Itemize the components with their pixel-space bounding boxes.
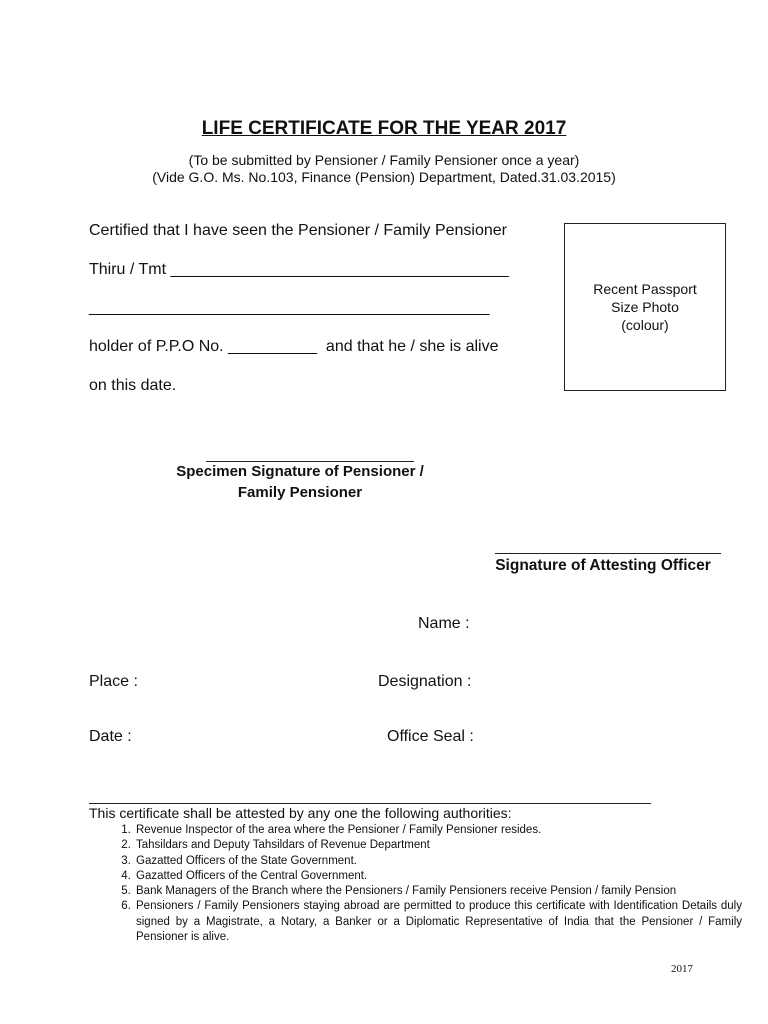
certificate-line-blank: _____________________________________________ (89, 299, 490, 316)
certificate-line-date: on this date. (89, 377, 177, 394)
list-item: 1. Revenue Inspector of the area where the Pensioner / Family Pensioner resides. (134, 823, 742, 838)
attesting-officer-label: Signature of Attesting Officer (495, 557, 711, 574)
photo-box-line-2: Size Photo (611, 299, 679, 315)
list-item: 6. Pensioners / Family Pensioners staying abroad are permitted to produce this certificate with Identification Details duly signed by a Magistrate, a Notary, a Banker or a Diplomatic Representative of India that the Pensioner / Family Pensioner is alive. (134, 899, 742, 945)
authorities-list (104, 823, 742, 945)
pensioner-signature-line (206, 461, 414, 462)
photo-box-line-3: (colour) (621, 317, 669, 333)
photo-box-line-1: Recent Passport (593, 281, 697, 297)
office-seal-label: Office Seal : (387, 728, 474, 745)
certificate-line-name: Thiru / Tmt ______________________________________ (89, 261, 509, 278)
name-label: Name : (418, 615, 470, 632)
subtitle-submission-note: (To be submitted by Pensioner / Family Pensioner once a year) (188, 152, 580, 168)
section-divider (89, 803, 651, 804)
list-item: 3. Gazatted Officers of the State Government. (134, 854, 742, 869)
list-item: 4. Gazatted Officers of the Central Government. (134, 869, 742, 884)
list-item: 5. Bank Managers of the Branch where the Pensioners / Family Pensioners receive Pension / family Pension (134, 884, 742, 899)
authorities-heading: This certificate shall be attested by any one the following authorities: (89, 805, 512, 821)
certificate-line-ppo: holder of P.P.O No. __________ and that he / she is alive (89, 338, 499, 355)
date-label: Date : (89, 728, 132, 745)
place-label: Place : (89, 673, 138, 690)
footer-year: 2017 (671, 963, 693, 975)
pensioner-signature-label-2: Family Pensioner (237, 484, 363, 501)
attesting-officer-signature-line (495, 553, 721, 554)
pensioner-signature-label: Specimen Signature of Pensioner / (176, 463, 424, 480)
list-item: 2. Tahsildars and Deputy Tahsildars of Revenue Department (134, 838, 742, 853)
subtitle-go-reference: (Vide G.O. Ms. No.103, Finance (Pension) Department, Dated.31.03.2015) (152, 169, 616, 185)
certificate-line-1: Certified that I have seen the Pensioner / Family Pensioner (89, 222, 507, 239)
designation-label: Designation : (378, 673, 472, 690)
passport-photo-box (564, 223, 726, 391)
certificate-title: LIFE CERTIFICATE FOR THE YEAR 2017 (201, 118, 567, 139)
